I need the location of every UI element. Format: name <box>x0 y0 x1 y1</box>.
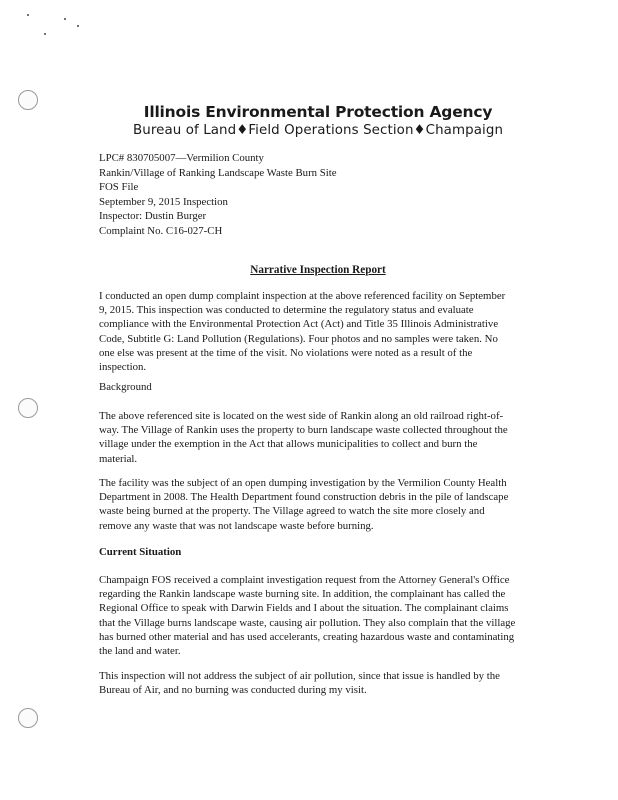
background-paragraph-1: The above referenced site is located on the west side of Rankin along an old railroad right-of-way. The Village of Rankin uses the property to burn landscape waste collected throughout the village under the exemption in the Act that allows municipalities to collect and burn the material. <box>99 410 508 465</box>
agency-title: Illinois Environmental Protection Agency <box>143 103 493 121</box>
scan-speck <box>27 14 29 16</box>
current-situation-heading: Current Situation <box>99 546 182 558</box>
intro-paragraph: I conducted an open dump complaint inspection at the above referenced facility on September 9, 2015. This inspection was conducted to determine the regulatory status and evaluate compliance with the Environmental Protection Act (Act) and Title 35 Illinois Administrative Code, Subtitle G: Land Pollution (Regulations). Four photos and no samples were taken. No one else was present at the time of the visit. No violations were noted as a result of the inspection. <box>99 290 506 374</box>
background-paragraph-2: The facility was the subject of an open dumping investigation by the Vermilion County Health Department in 2008. The Health Department found construction debris in the pile of landscape waste being burned at the property. The Village agreed to watch the site more closely and remove any waste that was not landscape waste before burning. <box>99 477 509 532</box>
scan-speck <box>77 25 79 27</box>
bureau-subtitle: Bureau of Land♦Field Operations Section♦Champaign <box>132 123 504 138</box>
scan-speck <box>44 33 46 35</box>
info-line-lpc: LPC# 830705007—Vermilion County <box>99 152 264 164</box>
facility-info-block <box>99 151 337 238</box>
info-line-date: September 9, 2015 Inspection <box>99 195 228 208</box>
info-line-inspector: Inspector: Dustin Burger <box>99 210 207 222</box>
info-line-site: Rankin/Village of Ranking Landscape Waste Burn Site <box>99 166 337 179</box>
info-line-file: FOS File <box>99 181 139 193</box>
info-line-complaint: Complaint No. C16-027-CH <box>99 224 223 237</box>
current-situation-paragraph-2: This inspection will not address the subject of air pollution, since that issue is handled by the Bureau of Air, and no burning was conducted during my visit. <box>99 670 500 697</box>
punch-hole-middle <box>18 398 38 418</box>
punch-hole-bottom <box>18 708 38 728</box>
current-situation-paragraph-1: Champaign FOS received a complaint investigation request from the Attorney General's Office regarding the Rankin landscape waste burning site. In addition, the complainant has called the Regional Office to speak with Darwin Fields and I about the situation. The complainant claims that the Village burns landscape waste, causing air pollution. They also complain that the village has burned other material and has used accelerants, creating hazardous waste and contaminating the land and water. <box>99 574 516 658</box>
background-heading: Background <box>99 381 152 393</box>
scan-speck <box>64 18 66 20</box>
report-title: Narrative Inspection Report <box>250 264 386 276</box>
